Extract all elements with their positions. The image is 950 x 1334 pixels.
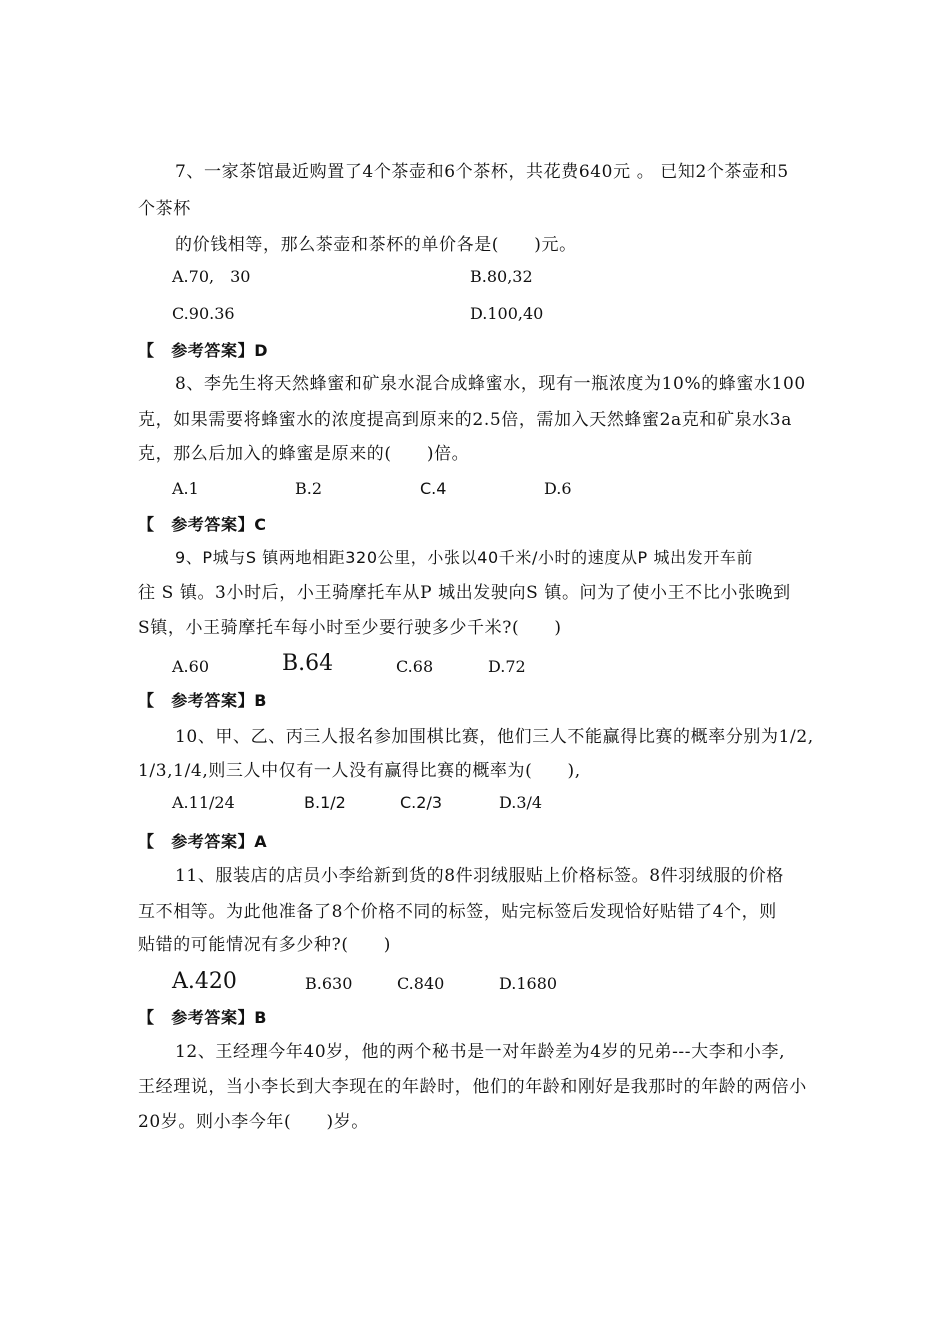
q11-line-2: 互不相等。为此他准备了8个价格不同的标签，贴完标签后发现恰好贴错了4个，则	[138, 902, 777, 922]
q10-line-2: 1/3,1/4,则三人中仅有一人没有赢得比赛的概率为( ),	[138, 761, 581, 781]
q10-answer: 【 参考答案】A	[138, 832, 268, 851]
q9-option-d: D.72	[488, 657, 526, 676]
q10-option-d: D.3/4	[499, 793, 543, 812]
q8-line-2: 克，如果需要将蜂蜜水的浓度提高到原来的2.5倍，需加入天然蜂蜜2a克和矿泉水3a	[138, 410, 792, 430]
q7-option-a: A.70, 30	[172, 267, 251, 286]
q11-answer: 【 参考答案】B	[138, 1008, 267, 1027]
q10-option-c: C.2/3	[400, 793, 443, 812]
q9-option-a: A.60	[172, 657, 209, 676]
q9-line-3: S镇，小王骑摩托车每小时至少要行驶多少千米?( )	[138, 618, 562, 638]
q9-line-1: 9、P城与S 镇两地相距320公里，小张以40千米/小时的速度从P 城出发开车前	[175, 548, 754, 567]
q8-option-c: C.4	[420, 479, 447, 498]
q7-line-3: 的价钱相等，那么茶壶和茶杯的单价各是( )元。	[175, 235, 577, 255]
q11-option-a: A.420	[172, 969, 237, 994]
q12-line-3: 20岁。则小李今年( )岁。	[138, 1112, 369, 1132]
q8-answer: 【 参考答案】C	[138, 515, 267, 534]
q8-line-3: 克，那么后加入的蜂蜜是原来的( )倍。	[138, 444, 470, 464]
q11-line-3: 贴错的可能情况有多少种?( )	[138, 935, 391, 955]
q7-option-b: B.80,32	[470, 267, 533, 286]
q8-option-a: A.1	[172, 479, 199, 498]
q11-option-b: B.630	[305, 974, 353, 993]
q9-option-c: C.68	[396, 657, 434, 676]
q12-line-2: 王经理说，当小李长到大李现在的年龄时，他们的年龄和刚好是我那时的年龄的两倍小	[138, 1077, 807, 1097]
q8-line-1: 8、李先生将天然蜂蜜和矿泉水混合成蜂蜜水，现有一瓶浓度为10%的蜂蜜水100	[175, 374, 806, 394]
q7-option-d: D.100,40	[470, 304, 544, 323]
q8-option-d: D.6	[544, 479, 572, 498]
q11-option-d: D.1680	[499, 974, 558, 993]
q12-line-1: 12、王经理今年40岁，他的两个秘书是一对年龄差为4岁的兄弟---大李和小李,	[175, 1042, 786, 1062]
q7-line-2: 个茶杯	[138, 199, 191, 219]
q7-line-1: 7、一家茶馆最近购置了4个茶壶和6个茶杯，共花费640元 。 已知2个茶壶和5	[175, 162, 789, 182]
q10-option-a: A.11/24	[172, 793, 235, 812]
q10-option-b: B.1/2	[304, 793, 346, 812]
q11-option-c: C.840	[397, 974, 445, 993]
q9-line-2: 往 S 镇。3小时后，小王骑摩托车从P 城出发驶向S 镇。问为了使小王不比小张晚到	[138, 583, 791, 603]
q8-option-b: B.2	[295, 479, 323, 498]
q10-line-1: 10、甲、乙、丙三人报名参加围棋比赛，他们三人不能赢得比赛的概率分别为1/2,	[175, 727, 814, 747]
q7-option-c: C.90.36	[172, 304, 235, 323]
q11-line-1: 11、服装店的店员小李给新到货的8件羽绒服贴上价格标签。8件羽绒服的价格	[175, 866, 784, 886]
q9-option-b: B.64	[282, 651, 334, 676]
q9-answer: 【 参考答案】B	[138, 691, 267, 710]
q7-answer: 【 参考答案】D	[138, 341, 269, 360]
